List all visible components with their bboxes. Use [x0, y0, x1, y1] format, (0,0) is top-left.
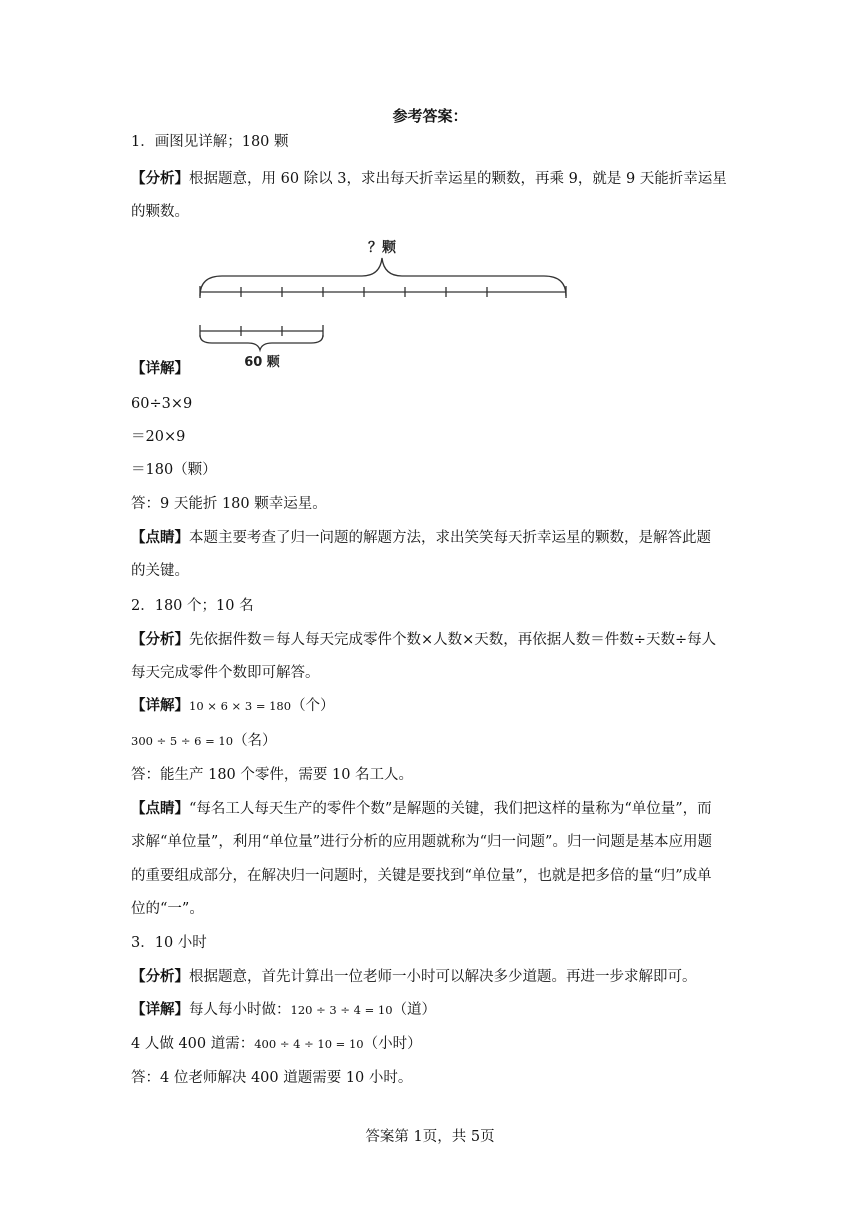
analysis-text: 先依据件数＝每人每天完成零件个数×人数×天数，再依据人数＝件数÷天数÷每人: [189, 632, 717, 648]
page-title: 参考答案：: [392, 107, 468, 125]
diagram-bottom-label: 60 颗: [244, 355, 280, 370]
q1-comment-line-1: [131, 528, 711, 548]
q3-detail-line-1: [131, 1000, 436, 1020]
q2-comment-line-1: [131, 799, 712, 819]
q3-heading: 3．10 小时: [131, 935, 207, 951]
q1-analysis-line-2: 的颗数。: [131, 204, 189, 220]
calc-unit: （名）: [233, 733, 277, 749]
analysis-tag: 【分析】: [131, 170, 189, 187]
q2-detail-line-1: [131, 696, 335, 716]
calc-expression: 400 ÷ 4 ÷ 10 = 10: [254, 1037, 364, 1051]
bottom-brace: [200, 335, 323, 350]
comment-text: 本题主要考查了归一问题的解题方法，求出笑笑每天折幸运星的颗数，是解答此题: [189, 530, 711, 546]
detail-tag: 【详解】: [131, 1001, 189, 1018]
q2-analysis-line-1: [131, 630, 716, 650]
q1-detail-tag: 【详解】: [131, 360, 189, 377]
q2-comment-line-2: 求解“单位量”，利用“单位量”进行分析的应用题就称为“归一问题”。归一问题是基本应用题: [131, 834, 712, 850]
q1-analysis-line-1: [131, 169, 727, 189]
calc-unit: （道）: [392, 1002, 437, 1018]
q2-detail-line-2: [131, 731, 277, 751]
comment-text: “每名工人每天生产的零件个数”是解题的关键，我们把这样的量称为“单位量”，而: [189, 801, 712, 817]
comment-tag: 【点睛】: [131, 529, 189, 546]
page-footer: 答案第 1页，共 5页: [365, 1129, 495, 1145]
q1-answer: 答：9 天能折 180 颗幸运星。: [131, 496, 327, 512]
top-brace: [200, 258, 566, 296]
analysis-text: 根据题意，首先计算出一位老师一小时可以解决多少道题。再进一步求解即可。: [189, 969, 697, 985]
diagram-top-label: ？颗: [368, 240, 396, 256]
q2-comment-line-3: 的重要组成部分，在解决归一问题时，关键是要找到“单位量”，也就是把多倍的量“归”成单: [131, 868, 712, 884]
q1-calc-1: 60÷3×9: [131, 396, 193, 412]
analysis-tag: 【分析】: [131, 631, 189, 648]
q2-analysis-line-2: 每天完成零件个数即可解答。: [131, 665, 320, 681]
line-segment-diagram: [190, 228, 580, 373]
comment-tag: 【点睛】: [131, 800, 189, 817]
detail-prefix: 4 人做 400 道需：: [131, 1036, 255, 1052]
q1-calc-2: ＝20×9: [131, 429, 186, 445]
q2-comment-line-4: 位的“一”。: [131, 901, 204, 917]
q2-answer: 答：能生产 180 个零件，需要 10 名工人。: [131, 767, 414, 783]
calc-unit: （小时）: [363, 1036, 422, 1052]
calc-expression: 300 ÷ 5 ÷ 6 = 10: [131, 734, 234, 748]
detail-prefix: 每人每小时做：: [189, 1002, 291, 1018]
q1-calc-3: ＝180（颗）: [131, 462, 217, 478]
q3-detail-line-2: [131, 1034, 422, 1054]
analysis-text: 根据题意，用 60 除以 3，求出每天折幸运星的颗数，再乘 9，就是 9 天能折幸运星: [189, 171, 727, 187]
q3-answer: 答：4 位老师解决 400 道题需要 10 小时。: [131, 1070, 413, 1086]
q2-heading: 2．180 个；10 名: [131, 598, 254, 614]
q3-analysis-line-1: [131, 967, 697, 987]
q1-heading: 1．画图见详解；180 颗: [131, 134, 289, 150]
calc-unit: （个）: [291, 698, 335, 714]
analysis-tag: 【分析】: [131, 968, 189, 985]
q1-comment-line-2: 的关键。: [131, 563, 189, 579]
calc-expression: 120 ÷ 3 ÷ 4 = 10: [290, 1003, 393, 1017]
detail-tag: 【详解】: [131, 697, 189, 714]
calc-expression: 10 × 6 × 3 = 180: [189, 699, 292, 713]
